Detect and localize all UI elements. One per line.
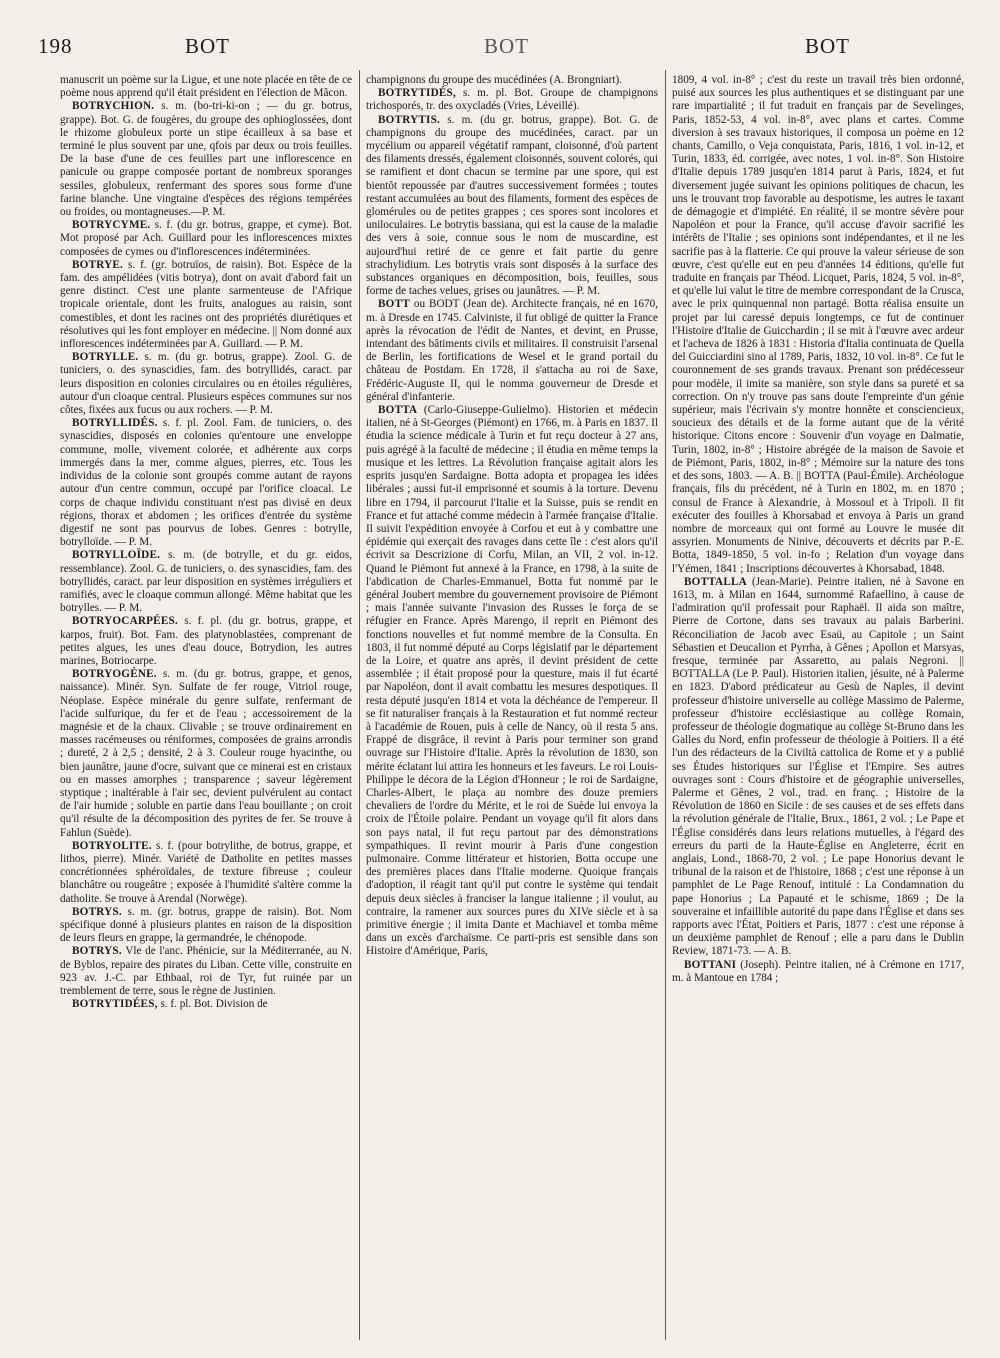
dictionary-entry <box>60 840 352 906</box>
column-divider <box>359 70 360 1340</box>
running-head-left: BOT <box>185 34 230 58</box>
entry-headword: BOTTALLA <box>684 575 747 588</box>
entry-headword: BOTRYE. <box>72 258 124 271</box>
entry-text: s. m. (gr. botrus, grappe de raisin). Bot. Nom spécifique donné à plusieurs plantes en raison de la disposition de leurs fleurs en grappe, la germandrée, le chénopode. <box>60 905 352 945</box>
dictionary-entry <box>60 945 352 998</box>
entry-headword: BOTRYOGÈNE. <box>72 668 157 681</box>
text-column-1 <box>60 74 352 1336</box>
entry-text: Vle de l'anc. Phénicie, sur la Méditerranée, au N. de Byblos, repaire des pirates du Liban. Cette ville, construite en 923 av. J.-C. par Ethbaal, roi de Tyr, fut ruinée par un tremblement de terre, sous le règne de Justinien. <box>60 945 352 998</box>
entry-headword: BOTRYLLE. <box>72 351 139 364</box>
entry-headword: BOTRYLLOÏDE. <box>72 549 161 562</box>
dictionary-entry <box>60 100 352 219</box>
entry-text: s. f. (du gr. botrus, grappe, et cyme). Bot. Mot proposé par Ach. Guillard pour les inflorescences mixtes composées de cymes ou d'inflorescences indéterminées. <box>60 219 352 258</box>
entry-text: s. m. (du gr. botrus, grappe). Bot. G. de champignons du groupe des mucédinées, caract. par un mycélium ou appareil végétatif rampant, cloisonné, d'où partent des filaments dressés, également cloisonnés, souvent colorés, qui se ramifient et dont chacun se termine par une spore, qui est bientôt repoussée par d'autres successivement formées ; toutes restant accumulées au bout des filaments, forment des espèces de glomérules ou de petites grappes ; ces spores sont incolores et uniloculaires. Le botrytis bassiana, qui est la cause de la maladie des vers à soie, connue sous le nom de muscardine, est aujourd'hui retiré de ce genre et fait partie du genre strachylidium. Les botrytis vrais sont disposés à la surface des substances organiques en décomposition, bois, feuilles, sous forme de taches velues, grises ou jaunâtres. — P. M. <box>366 113 658 298</box>
column-divider <box>665 70 666 1340</box>
entry-headword: BOTRYCHION. <box>72 100 155 113</box>
entry-text: s. m. (de botrylle, et du gr. eidos, ressemblance). Zool. G. de tuniciers, o. des synascidies, fam. des botryllidés, caract. par leur disposition en systèmes irréguliers et ramifiés, avec le cloaque commun allongé. Même habitat que les botrylles. — P. M. <box>60 549 352 615</box>
entry-headword: BOTRYTIDÉS, <box>378 87 456 100</box>
dictionary-entry <box>60 219 352 259</box>
entry-headword: BOTRYS. <box>72 905 122 918</box>
entry-continuation <box>366 74 658 87</box>
dictionary-entry <box>366 114 658 299</box>
dictionary-entry <box>366 87 658 113</box>
entry-headword: BOTRYS. <box>72 945 122 958</box>
page-number: 198 <box>38 34 73 58</box>
entry-text: 1809, 4 vol. in-8° ; c'est du reste un travail très bien ordonné, puisé aux sources les plus authentiques et se distinguant par une rare impartialité ; il fut traduit en français par de Sevelinges, Paris, 1852-53, 4 vol. in-8°, avec plans et cartes. Comme diversion à ses travaux historiques, il composa un poème en 12 chants, Camillo, o Veja conquistata, Paris, 1816, 1 vol. in-12, et Turin, 1833, éd. corrigée, avec notes, 1 vol. in-8°. Son Histoire d'Italie depuis 1789 jusqu'en 1814 parut à Paris, 1824, et fut diversement jugée suivant les opinions politiques de chacun, les uns le trouvant trop favorable au despotisme, les autres le taxant de démagogie et d'impiété. En réalité, il se montre sévère pour Napoléon et pour la France, qu'il accuse d'avoir sacrifié les intérêts de l'Italie ; ses opinions sont indépendantes, et il ne les sacrifie pas à la flatterie. Ce qui prouve la valeur sérieuse de son œuvre, c'est qu'elle eut en peu d'années 14 éditions, qu'elle fut traduite en français par Théod. Licquet, Paris, 1824, 5 vol. in-8°, et qu'elle lui valut le titre de membre correspondant de la Crusca, avec le prix quinquennal non partagé. Botta réalisa ensuite un projet par lui caressé depuis longtemps, ce fut de continuer l'Histoire d'Italie de Guicchardin ; il se mit à l'œuvre avec ardeur et l'acheva de 1826 à 1831 : Historia d'Italia continuata de Quella del Guicciardini sino al 1789, Paris, 1832, 10 vol. in-8°. Ce fut le couronnement de ses grands travaux. Prenant son prédécesseur pour modèle, il imite sa manière, son style dans sa pureté et sa correction. On n'y trouve pas sans doute l'empreinte d'un génie supérieur, mais l'écrivain s'y montre honnête et consciencieux, soucieux des détails et de la forme autant que de la vérité historique. Citons encore : Souvenir d'un voyage en Dalmatie, Turin, 1802, in-8° ; Histoire abrégée de la maison de Savoie et de Piémont, Paris, 1802, in-8° ; Mémoire sur la nature des tons et des sons, 1803. — A. B. || BOTTA (Paul-Émile). Archéologue français, fils du précédent, né à Turin en 1802, m. en 1870 ; consul de France à Alexandrie, à Mossoul et à Tripoli. Il fit exécuter des fouilles à Khorsabad et envoya à Paris un grand nombre de morceaux qui ont formé au Louvre le musée dit assyrien. Monuments de Ninive, découverts et décrits par P.-E. Botta, 1849-1850, 5 vol. in-fo ; Relation d'un voyage dans l'Yémen, 1841 ; Inscriptions découvertes à Khorsabad, 1848. <box>672 74 964 575</box>
dictionary-entry <box>672 959 964 985</box>
entry-text: (Carlo-Giuseppe-Gulielmo). Historien et médecin italien, né à St-Georges (Piémont) en 1766, m. à Paris en 1837. Il étudia la science médicale à Turin et fut reçu docteur à 27 ans, puis agrégé à la faculté de médecine ; il étudia en même temps la musique et les lettres. La Révolution française agitait alors les esprits jusqu'en Sardaigne. Botta adopta et propagea les idées libérales ; aussi fut-il emprisonné et soumis à la torture. Devenu libre en 1794, il parcourut l'Italie et la Suisse, puis se rendit en France et fut attaché comme médecin à l'armée française d'Italie. Il suivit l'expédition envoyée à Corfou et eut à y combattre une épidémie qui exerçait des ravages dans cette île : c'est alors qu'il écrivit sa Descrizione di Corfu, Milan, an VII, 2 vol. in-12. Quand le Piémont fut annexé à la France, en 1798, à la suite de l'abdication de Charles-Emmanuel, Botta fut nommé par le général Joubert membre du gouvernement provisoire de Piémont ; mais l'année suivante l'invasion des Russes le força de se réfugier en France. Après Marengo, il reprit en Piémont des fonctions nouvelles et fut nommé membre de la Consulta. En 1803, il fut nommé député au Corps législatif par le département de la Loire, et quatre ans après, il devint président de cette assemblée ; il était proposé pour la questure, mais il fut écarté par Napoléon, dont il avait combattu les mesures despotiques. Il resta député jusqu'en 1814 et vota la déchéance de l'empereur. Il se fit naturaliser français à la Restauration et fut nommé recteur à l'académie de Rouen, puis à celle de Nancy, où il resta 5 ans. Frappé de disgrâce, il revint à Paris pour terminer son grand ouvrage sur l'Histoire d'Italie. Après la révolution de 1830, son mérite éclatant lui attira les honneurs et les faveurs. Le roi Louis-Philippe le décora de la Légion d'Honneur ; le roi de Sardaigne, Charles-Albert, le plaça au nombre des douze premiers chevaliers de l'ordre du Mérite, et le roi de Suède lui envoya la croix de l'Étoile polaire. Pendant un voyage qu'il fit alors dans son pays natal, il fut reçu partout par des démonstrations sympathiques. Il revint mourir à Paris d'une congestion pulmonaire. Comme littérateur et historien, Botta occupe une des premières places dans l'Italie moderne. Quoique français d'adoption, il réagit tant qu'il put contre le système qui tendait depuis deux siècles à franciser la langue italienne ; il voulut, au contraire, la ramener aux sources pures du XIVe siècle et à sa primitive énergie ; il imita Dante et Machiavel et tomba même dans un excès d'archaïsme. Ce parti-pris est sensible dans son Histoire d'Amérique, Paris, <box>366 404 658 958</box>
entry-text: s. f. pl. Bot. Division de <box>160 998 268 1011</box>
entry-headword: BOTRYCYME. <box>72 219 151 232</box>
dictionary-entry <box>60 615 352 668</box>
entry-text: s. f. (pour botrylithe, de botrus, grappe, et lithos, pierre). Minér. Variété de Datholite en petites masses concrétionnées sphéroïdales, de texture fibreuse ; couleur blanchâtre ou rougeâtre ; exposée à l'humidité s'altère comme la datholite. Se trouve à Arendal (Norwège). <box>60 839 352 905</box>
entry-text: (Jean-Marie). Peintre italien, né à Savone en 1613, m. à Milan en 1644, surnommé Rafaellino, à cause de l'admiration qu'il professait pour Raphaël. Il aida son maître, Pierre de Cortone, dans ses travaux au palais Barberini. Réconciliation de Jacob avec Esaü, au Capitole ; un Saint Sébastien et Deucalion et Pyrrha, à Gênes ; Apollon et Marsyas, fresque, terminée par Assaretto, au palais Negroni. || BOTTALLA (Le P. Paul). Historien italien, jésuite, né à Palerme en 1823. D'abord prédicateur au Gesù de Naples, il devint professeur d'histoire universelle au collège Massimo de Palerme, professeur d'histoire ecclésiastique au collège Romain, professeur de théologie dogmatique au collège St-Bruno dans les Galles du Nord, enfin professeur de théologie à Poitiers. Il a été l'un des rédacteurs de la Civiltà cattolica de Rome et y a publié ses Études historiques sur l'Église et l'Empire. Ses autres ouvrages sont : Cours d'histoire et de géographie universelles, Palerme et Gênes, 2 vol., trad. en franç. ; Histoire de la Révolution de 1860 en Sicile : de ses causes et de ses effets dans la révolution générale de l'Italie, Brux., 1861, 2 vol. ; Le Pape et l'Église considérés dans leurs relations mutuelles, à l'égard des erreurs du parti de la Haute-Église en Angleterre, écrit en anglais, Lond., 1868-70, 2 vol. ; Le pape Honorius devant le tribunal de la raison et de l'histoire, 1868 ; c'est une réponse à un pamphlet de Le Page Renouf, intitulé : La Condamnation du pape Honorius ; La Papauté et le schisme, 1869 ; De la souveraine et infaillible autorité du pape dans l'Église et dans ses rapports avec l'État, Poitiers et Paris, 1877 : c'est une réponse à un deuxième pamphlet de Renouf ; elle a paru dans le Dublin Review, 1871-73. — A. B. <box>672 575 964 958</box>
entry-headword: BOTRYTIDÉES, <box>72 998 158 1011</box>
entry-headword: BOTTA <box>378 404 418 417</box>
dictionary-entry <box>366 298 658 404</box>
entry-text: champignons du groupe des mucédinées (A. Brongniart). <box>366 74 623 86</box>
entry-continuation <box>672 74 964 576</box>
entry-text: s. f. (gr. botruïos, de raisin). Bot. Espèce de la fam. des ampélidées (vitis botrya), dont on avait d'abord fait un genre distinct. C'est une plante sarmenteuse de l'Afrique tropicale orientale, dont les fruits, analogues au raisin, sont comestibles, et dont les racines ont des propriétés diurétiques et résolutives qui les font employer en médecine. || Nom donné aux inflorescences indéterminées par A. Guillard. — P. M. <box>60 258 352 351</box>
entry-headword: BOTRYLLIDÉS. <box>72 417 158 430</box>
entry-text: s. f. pl. Zool. Fam. de tuniciers, o. des synascidies, disposés en colonies qu'entoure une enveloppe commune, molle, vivement colorée, et adhérente aux corps immergés dans la mer, comme algues, pierres, etc. Tous les individus de la colonie sont groupés comme autant de rayons autour d'un centre commun, occupé par l'orifice cloacal. Le corps de chaque individu constituant n'est pas divisé en deux régions, thorax et abdomen ; les orifices d'entrée du système digestif ne sont pas pourvus de lobes. Genres : botrylle, botrylloïde. — P. M. <box>60 417 352 549</box>
dictionary-entry <box>60 417 352 549</box>
dictionary-entry <box>60 998 352 1011</box>
dictionary-entry <box>60 668 352 840</box>
entry-continuation <box>60 74 352 100</box>
dictionary-entry <box>672 576 964 959</box>
text-column-2 <box>366 74 658 1336</box>
entry-headword: BOTT <box>378 298 410 311</box>
entry-text: manuscrit un poème sur la Ligue, et une note placée en tête de ce poème nous apprend qu'il était président en l'élection de Mâcon. <box>60 74 352 100</box>
entry-text: s. m. (du gr. botrus, grappe, et genos, naissance). Minér. Syn. Sulfate de fer rouge, Vitriol rouge, Néoplase. Espèce minérale du genre sulfate, renfermant de l'acide sulfurique, du fer et de l'eau ; accessoirement de la magnésie et de la chaux. Clivable ; se trouve ordinairement en masses racémeuses ou réniformes, composées de grains arrondis ; dureté, 2 à 2,5 ; densité, 2 à 3. Couleur rouge hyacinthe, ou bien jaunâtre, jaune d'ocre, suivant que ce minerai est en cristaux ou en masses amorphes ; transparence ; saveur légèrement styptique ; inaltérable à l'air sec, devient pulvérulent au contact de l'air humide ; soluble en partie dans l'eau bouillante ; on croit qu'il résulte de la décomposition des pyrites de fer. Se trouve à Fahlun (Suède). <box>60 668 352 839</box>
running-head-right: BOT <box>805 34 850 58</box>
entry-text: s. m. (du gr. botrus, grappe). Zool. G. de tuniciers, o. des synascidies, fam. des botryllidés, caract. par leurs disposition en colonies circulaires ou en étoiles régulières, autour d'un cloaque central. Plusieurs espèces communes sur nos côtes, fixées aux fucus ou aux rochers. — P. M. <box>60 351 352 417</box>
dictionary-entry <box>60 549 352 615</box>
entry-headword: BOTRYOLITE. <box>72 839 152 852</box>
entry-headword: BOTRYOCARPÉES. <box>72 615 178 628</box>
entry-text: s. f. pl. (du gr. botrus, grappe, et karpos, fruit). Bot. Fam. des platynoblastées, comprenant de petites algues, les unes d'eau douce, Botrydion, les autres marines, Botriocarpe. <box>60 615 352 667</box>
entry-headword: BOTTANI <box>684 958 737 971</box>
entry-headword: BOTRYTIS. <box>378 113 441 126</box>
running-head-center: BOT <box>484 34 529 58</box>
dictionary-entry <box>60 259 352 351</box>
entry-text: s. m. pl. Bot. Groupe de champignons trichosporés, tr. des oxycladés (Vries, Léveillé). <box>366 87 658 113</box>
text-column-3 <box>672 74 964 1336</box>
dictionary-entry <box>60 351 352 417</box>
dictionary-entry <box>366 404 658 959</box>
entry-text: (Joseph). Peintre italien, né à Crémone en 1717, m. à Mantoue en 1784 ; <box>672 958 964 984</box>
dictionary-entry <box>60 906 352 946</box>
entry-text: s. m. (bo-tri-ki-on ; — du gr. botrus, grappe). Bot. G. de fougères, du groupe des ophioglossées, dont le rhizome globuleux porte un stipe écailleux à sa base et terminé le plus souvent par une, qfois par deux ou trois feuilles. De la base d'une de ces feuilles part une inflorescence en panicule ou grappe composée portant de nombreux sporanges sessiles, globuleux, renfermant des spores sous forme d'une farine blanche. Une vingtaine d'espèces des régions tempérées ou froides, ou montagneuses.—P. M. <box>60 100 352 219</box>
entry-text: ou BODT (Jean de). Architecte français, né en 1670, m. à Dresde en 1745. Calviniste, il fut obligé de quitter la France après la révocation de l'édit de Nantes, et devint, en Prusse, intendant des bâtiments civils et militaires. Il construisit l'arsenal de Berlin, les fortifications de Wesel et le grand portail du château de Postdam. En 1728, il s'attacha au roi de Saxe, Frédéric-Auguste II, qui le nomma gouverneur de Dresde et général d'infanterie. <box>366 298 658 403</box>
